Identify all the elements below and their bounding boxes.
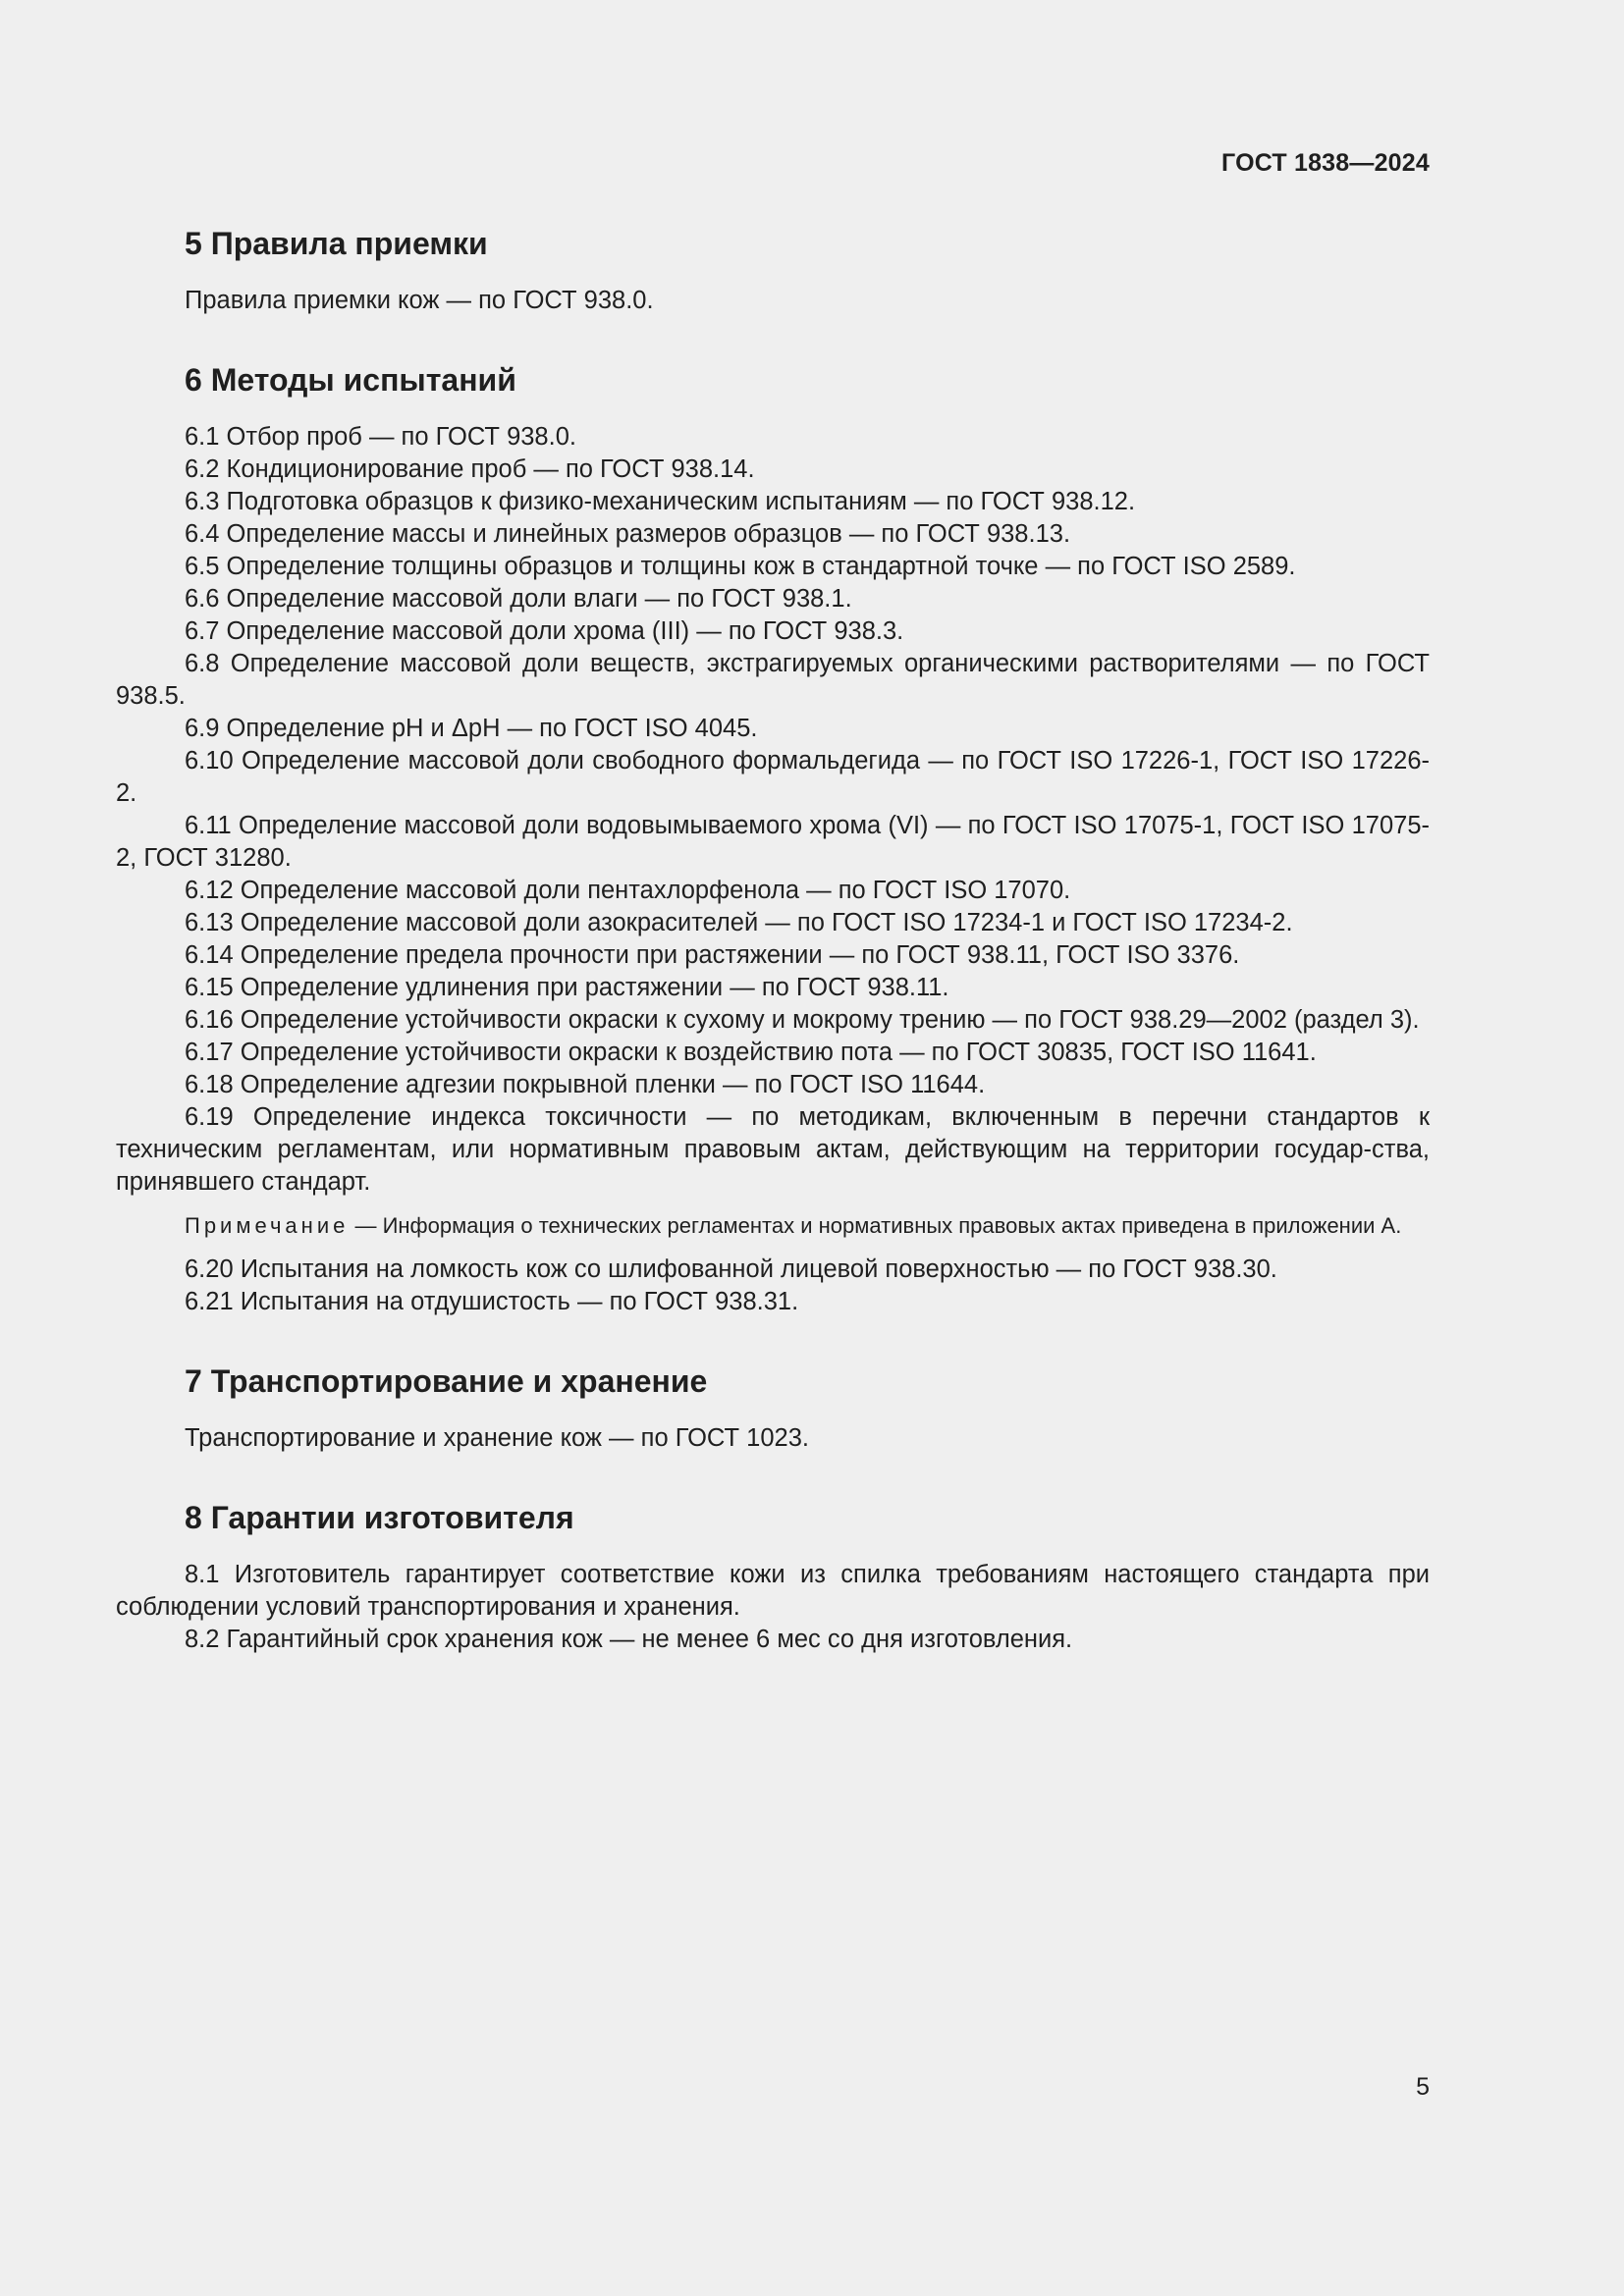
clause-6-2: 6.2 Кондиционирование проб — по ГОСТ 938.14. <box>185 455 755 483</box>
section-8-title: 8 Гарантии изготовителя <box>185 1500 574 1535</box>
clause-6-6: 6.6 Определение массовой доли влаги — по ГОСТ 938.1. <box>185 585 852 613</box>
section-7-title: 7 Транспортирование и хранение <box>185 1363 708 1399</box>
clause-6-4: 6.4 Определение массы и линейных размеров образцов — по ГОСТ 938.13. <box>185 520 1071 548</box>
clause-6-1: 6.1 Отбор проб — по ГОСТ 938.0. <box>185 423 576 451</box>
note-label: Примечание <box>185 1213 350 1238</box>
clause-6-17: 6.17 Определение устойчивости окраски к воздействию пота — по ГОСТ 30835, ГОСТ ISO 11641. <box>185 1039 1317 1066</box>
note-text: — Информация о технических регламентах и нормативных правовых актах приведена в приложении А. <box>349 1213 1402 1238</box>
clause-6-19: 6.19 Определение индекса токсичности — по методикам, включенным в перечни стандартов к техническим регламентам, или нормативным правовым актам, действующим на территории государ-ства, принявшего стандарт. <box>116 1103 1430 1196</box>
section-6-items <box>116 421 1430 1199</box>
clause-6-12: 6.12 Определение массовой доли пентахлорфенола — по ГОСТ ISO 17070. <box>185 877 1071 904</box>
section-8-items <box>116 1559 1430 1656</box>
clause-6-13: 6.13 Определение массовой доли азокрасителей — по ГОСТ ISO 17234-1 и ГОСТ ISO 17234-2. <box>185 909 1293 936</box>
clause-8-1: 8.1 Изготовитель гарантирует соответствие кожи из спилка требованиям настоящего стандарта при соблюдении условий транспортирования и хранения. <box>116 1561 1430 1621</box>
clause-6-7: 6.7 Определение массовой доли хрома (III) — по ГОСТ 938.3. <box>185 617 904 645</box>
clause-6-5: 6.5 Определение толщины образцов и толщины кож в стандартной точке — по ГОСТ ISO 2589. <box>185 553 1296 580</box>
clause-6-18: 6.18 Определение адгезии покрывной пленки — по ГОСТ ISO 11644. <box>185 1071 986 1098</box>
clause-6-11: 6.11 Определение массовой доли водовымываемого хрома (VI) — по ГОСТ ISO 17075-1, ГОСТ ISO 17075-2, ГОСТ 31280. <box>116 812 1430 872</box>
section-6-title: 6 Методы испытаний <box>185 362 516 398</box>
clause-6-14: 6.14 Определение предела прочности при растяжении — по ГОСТ 938.11, ГОСТ ISO 3376. <box>185 941 1240 969</box>
clause-6-16: 6.16 Определение устойчивости окраски к сухому и мокрому трению — по ГОСТ 938.29—2002 (раздел 3). <box>185 1006 1420 1034</box>
page-content <box>116 222 1430 1656</box>
note <box>116 1212 1430 1240</box>
section-7-text: Транспортирование и хранение кож — по ГОСТ 1023. <box>185 1424 809 1452</box>
section-5-title: 5 Правила приемки <box>185 226 488 261</box>
clause-6-21: 6.21 Испытания на отдушистость — по ГОСТ 938.31. <box>185 1288 799 1315</box>
section-6-items-after <box>116 1254 1430 1318</box>
clause-6-8: 6.8 Определение массовой доли веществ, экстрагируемых органическими растворителями — по ГОСТ 938.5. <box>116 650 1430 710</box>
clause-8-2: 8.2 Гарантийный срок хранения кож — не менее 6 мес со дня изготовления. <box>185 1626 1073 1653</box>
document-code: ГОСТ 1838—2024 <box>1221 149 1430 177</box>
clause-6-20: 6.20 Испытания на ломкость кож со шлифованной лицевой поверхностью — по ГОСТ 938.30. <box>185 1255 1277 1283</box>
section-5-text: Правила приемки кож — по ГОСТ 938.0. <box>185 287 654 314</box>
clause-6-10: 6.10 Определение массовой доли свободного формальдегида — по ГОСТ ISO 17226-1, ГОСТ ISO 17226-2. <box>116 747 1430 807</box>
page-number: 5 <box>1416 2073 1430 2101</box>
clause-6-9: 6.9 Определение рН и ΔрН — по ГОСТ ISO 4045. <box>185 715 758 742</box>
clause-6-3: 6.3 Подготовка образцов к физико-механическим испытаниям — по ГОСТ 938.12. <box>185 488 1136 515</box>
clause-6-15: 6.15 Определение удлинения при растяжении — по ГОСТ 938.11. <box>185 974 949 1001</box>
